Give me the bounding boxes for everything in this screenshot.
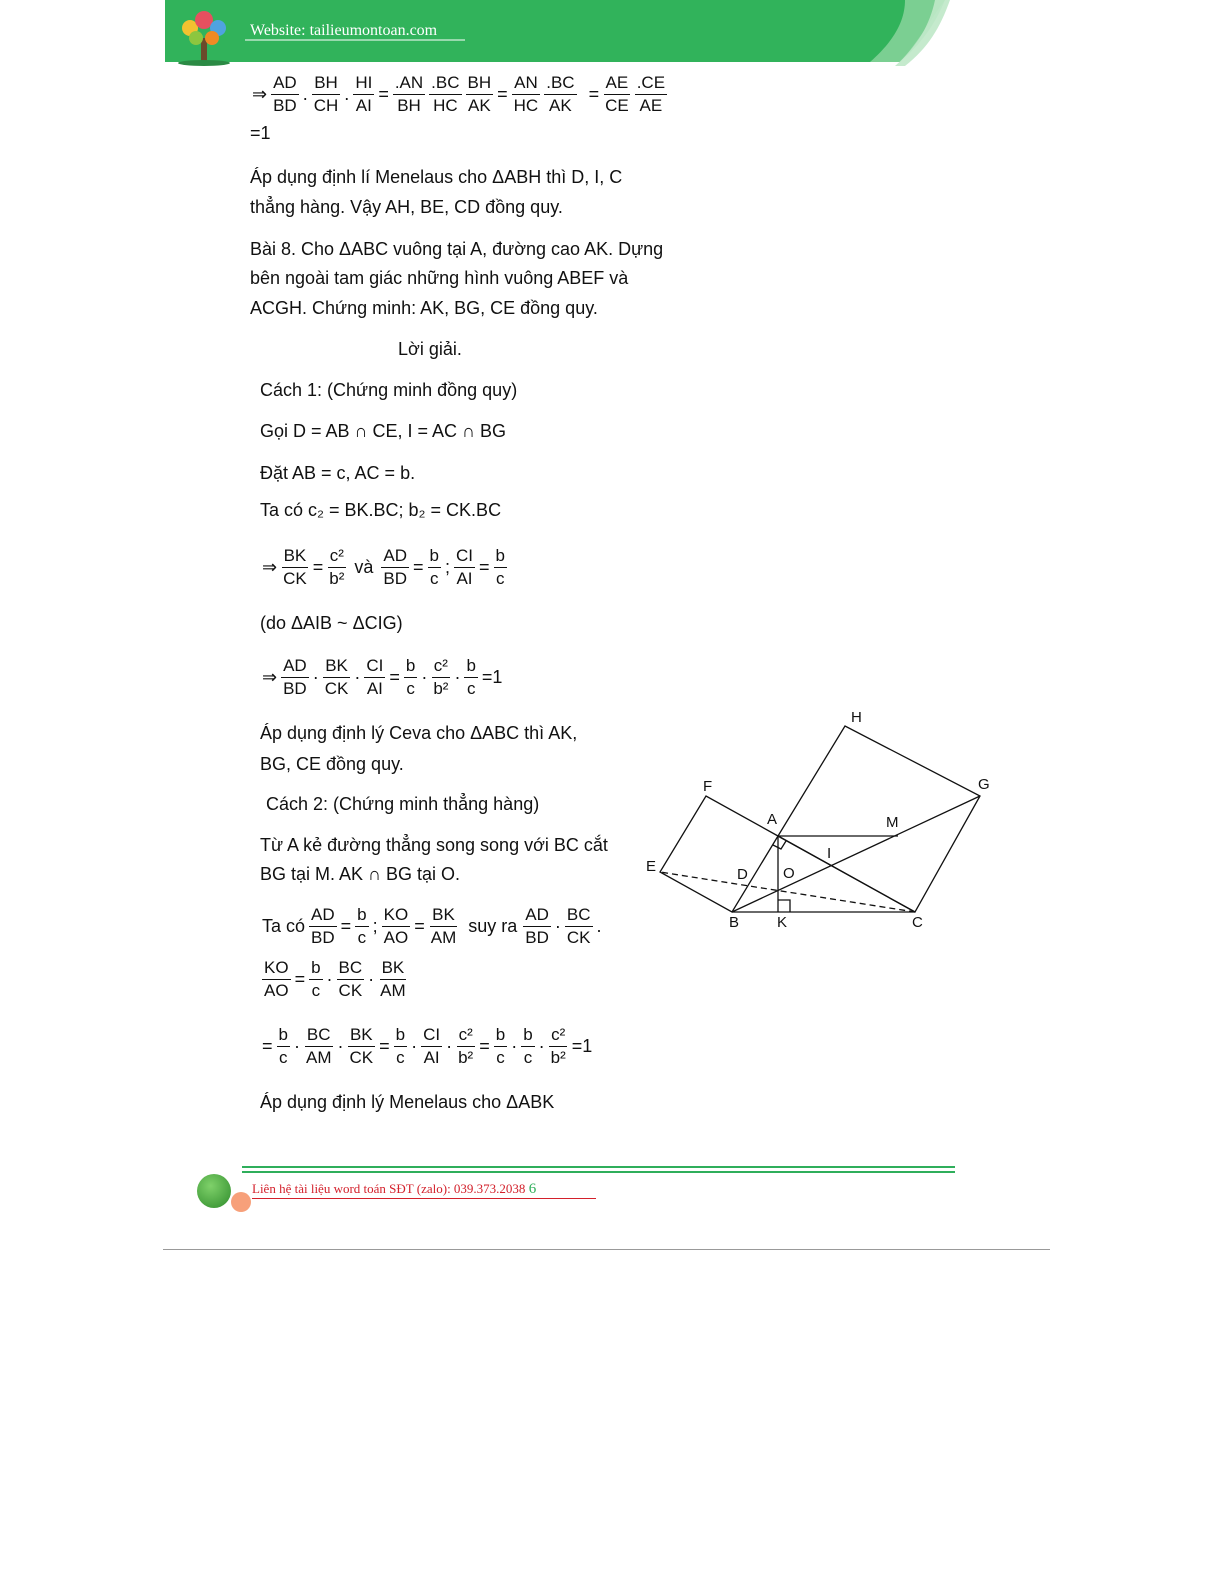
fraction: $\frac{AN}{HC}$ [513,72,539,115]
fraction: AD BD [283,655,307,698]
method2-title: Cách 2: (Chứng minh thẳng hàng) [266,794,540,814]
fraction: $\frac{HI}{AI}$ [355,72,373,115]
label-k: K [777,914,788,931]
fraction: $\frac{b}{c}$ [357,904,367,947]
equals: = [479,1035,490,1056]
label-i: I [827,845,832,862]
fraction: $\frac{b}{c}$ [429,545,439,588]
fraction: $\frac{\text{c²}}{\text{b²}}$ [329,545,345,588]
label-h: H [851,709,862,726]
method1-line: Đặt AB = c, AC = b. [260,463,416,483]
equals: = [414,915,425,936]
equals: = [479,556,490,577]
fraction: BK AM [380,957,406,1000]
equals-one: =1 [481,666,503,687]
label-e: E [646,858,657,875]
label-m: M [886,814,899,831]
label-g: G [978,776,990,793]
equals: = [413,556,424,577]
fraction: $\frac{BK}{AM}$ [430,904,457,947]
fraction: $\frac{KO}{AO}$ [383,904,409,947]
problem-line: ACGH. Chứng minh: AK, BG, CE đồng quy. [250,298,598,318]
dot: · [354,666,361,687]
website-label[interactable]: Website: tailieumontoan.com [250,22,438,39]
equation-ratios [260,543,509,591]
fraction: $\frac{b}{c}$ [495,545,505,588]
fraction: $\frac{b}{c}$ [278,1024,288,1067]
equals: = [312,556,324,577]
label-f: F [703,778,713,795]
label-o: O [783,865,795,882]
paragraph-line: thẳng hàng. Vậy AH, BE, CD đồng quy. [250,197,563,217]
dot: · [554,915,561,936]
method1-title: Cách 1: (Chứng minh đồng quy) [260,380,518,400]
fraction: $\frac{.BC}{AK}$ [546,72,575,115]
label-c: C [912,914,923,931]
dot: · [312,666,319,687]
dot: · [538,1035,545,1056]
fraction: $\frac{\text{c²}}{\text{b²}}$ [550,1024,566,1067]
fraction: AD BD [273,72,297,115]
footer-contact-text: Liên hệ tài liệu word toán SĐT (zalo): 039.373.2038 [252,1181,526,1196]
label-d: D [737,866,748,883]
fraction: $\frac{b}{c}$ [405,655,416,698]
dot: · [511,1035,518,1056]
semicolon: ; [372,915,378,936]
fraction: $\frac{\text{c²}}{\text{b²}}$ [458,1024,474,1067]
fraction: $\frac{CI}{AI}$ [456,545,473,588]
equals: = [262,1035,273,1056]
equals: = [294,968,306,989]
segment-ac [778,836,915,912]
dot: · [446,1035,453,1056]
fraction: $\frac{AE}{CE}$ [605,72,629,115]
method2-line: Từ A kẻ đường thẳng song song với BC cắt [260,835,608,855]
tree-logo [170,6,240,66]
right-angle-k [778,900,790,912]
fraction: $\frac{BH}{AK}$ [467,72,492,115]
fraction: $\frac{b}{c}$ [495,1024,506,1067]
dot: · [454,666,461,687]
therefore-word: suy ra [468,915,518,936]
method1-line: (do ΔAIB ~ ΔCIG) [260,613,403,633]
method1-line: Ta có c₂ = BK.BC; b₂ = CK.BC [260,500,502,520]
dot: · [293,1035,300,1056]
and-word: và [354,556,374,577]
dot: . [302,83,308,104]
footer-green-circle [197,1174,231,1208]
fraction: $\frac{b}{c}$ [395,1024,406,1067]
fraction: BK CK [324,655,349,698]
fraction: $\frac{b}{c}$ [311,957,321,1000]
paragraph-line: Áp dụng định lí Menelaus cho ΔABH thì D, I, C [250,167,623,187]
footer-lines [242,1166,955,1173]
fraction: BC CK [566,904,591,947]
fraction: $\frac{KO}{AO}$ [264,957,289,1000]
fraction: c² b² [433,655,449,698]
equals-one: =1 [571,1035,593,1056]
fraction: AD BD [525,904,549,947]
method2-line: BG tại M. AK ∩ BG tại O. [260,864,460,884]
fraction: $\frac{CI}{AI}$ [366,655,384,698]
equation-menelaus-1 [250,70,669,118]
method1-line: Gọi D = AB ∩ CE, I = AC ∩ BG [260,421,506,441]
label-b: B [729,914,740,931]
dot: . [344,83,350,104]
footer-orange-circle [231,1192,251,1212]
method1-line: Áp dụng định lý Ceva cho ΔABC thì AK, [260,723,578,743]
problem-line: Bài 8. Cho ΔABC vuông tại A, đường cao AK. Dựng [250,239,664,259]
dot: · [421,666,428,687]
label-a: A [767,811,778,828]
problem-line: bên ngoài tam giác những hình vuông ABEF và [250,268,629,288]
fraction: BC CK [338,957,363,1000]
semicolon: ; [444,556,450,577]
fraction: .CE AE [636,72,666,115]
square-abef [660,796,778,912]
square-acgh [778,726,980,912]
equation-ceva [260,653,504,701]
method1-line: BG, CE đồng quy. [260,754,404,774]
equation-method2-c [260,1022,594,1070]
solution-title: Lời giải. [398,339,462,359]
page-number: 6 [528,1181,537,1197]
fraction: $\frac{BK}{CK}$ [349,1024,374,1067]
equals: = [588,83,600,104]
fraction: $\frac{AD}{BD}$ [311,904,335,947]
equation-method2-a [260,902,604,950]
dot: · [337,1035,344,1056]
arrow-symbol: ⇒ [252,83,268,104]
equation-tail: =1 [250,123,271,143]
equation-method2-b [260,955,410,1003]
arrow-symbol: ⇒ [262,666,278,687]
fraction: .BC HC [431,72,460,115]
equals: = [379,1035,390,1056]
arrow-symbol: ⇒ [262,556,278,577]
equals: = [389,666,400,687]
equals: = [340,915,352,936]
intro-word: Ta có [262,915,306,936]
fraction: b c [523,1024,533,1067]
dot: · [411,1035,418,1056]
dot: · [368,968,375,989]
fraction: $\frac{b}{c}$ [466,655,476,698]
fraction: $\frac{AD}{BD}$ [383,545,407,588]
dot: . [596,915,602,936]
fraction: $\frac{BK}{CK}$ [283,545,307,588]
geometry-figure [640,700,1020,950]
fraction: $\frac{.AN}{BH}$ [394,72,424,115]
fraction: BC AM [305,1024,332,1067]
equals: = [378,83,389,104]
equals: = [497,83,508,104]
footer-contact[interactable] [252,1181,596,1199]
page-bottom-rule [163,1249,1050,1250]
fraction: BH CH [313,72,339,115]
method2-line: Áp dụng định lý Menelaus cho ΔABK [260,1092,555,1112]
dot: · [326,968,333,989]
fraction: CI AI [423,1024,441,1067]
